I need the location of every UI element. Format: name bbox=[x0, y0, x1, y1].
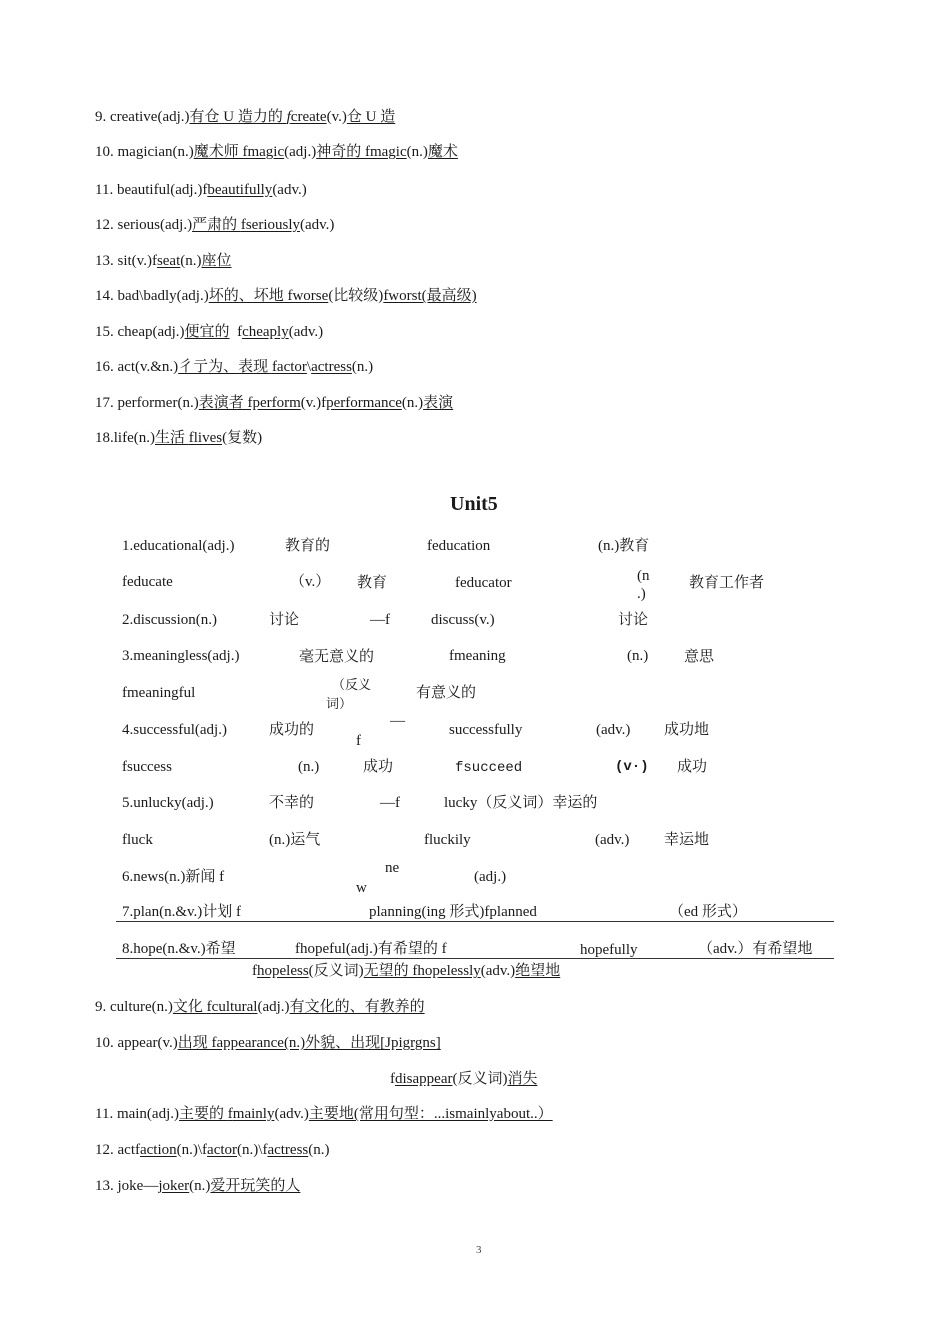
unit-cell: (v·) bbox=[615, 759, 649, 775]
list-item: 17. performer(n.)表演者 fperform(v.)fperformance(n.)表演 bbox=[95, 395, 454, 411]
unit-cell: planning(ing 形式)fplanned bbox=[369, 904, 537, 920]
unit-cell: 成功地 bbox=[664, 722, 710, 738]
unit-cell: 幸运地 bbox=[664, 832, 710, 848]
unit-cell: （adv.）有希望地 bbox=[698, 941, 813, 957]
unit-cell: —f bbox=[370, 612, 390, 628]
unit-cell: 1.educational(adj.) bbox=[122, 538, 235, 554]
unit-cell: 4.successful(adj.) bbox=[122, 722, 227, 738]
unit-cell: 教育的 bbox=[285, 538, 331, 554]
unit-cell: feducate bbox=[122, 574, 173, 590]
unit-cell: 5.unlucky(adj.) bbox=[122, 795, 214, 811]
unit-cell: 6.news(n.)新闻 f bbox=[122, 869, 225, 885]
page-number: 3 bbox=[476, 1244, 482, 1256]
unit-cell: 毫无意义的 bbox=[299, 649, 375, 665]
unit-cell: .) bbox=[637, 586, 646, 602]
list-item: 9. creative(adj.)有仓 U 造力的 fcreate(v.)仓 U 造 bbox=[95, 109, 396, 125]
unit-cell: 讨论 bbox=[618, 612, 649, 628]
unit-cell: — bbox=[390, 713, 405, 729]
unit-cell: fmeaningful bbox=[122, 685, 196, 701]
list-item: 11. main(adj.)主要的 fmainly(adv.)主要地(常用句型：...ismainlyabout..） bbox=[95, 1106, 553, 1122]
list-item: 10. magician(n.)魔术师 fmagic(adj.)神奇的 fmagic(n.)魔术 bbox=[95, 144, 458, 160]
unit-cell: 2.discussion(n.) bbox=[122, 612, 217, 628]
unit-cell: fsucceed bbox=[455, 760, 523, 776]
list-item: 11. beautiful(adj.)fbeautifully(adv.) bbox=[95, 182, 307, 198]
unit-cell: (n.) bbox=[627, 648, 649, 664]
unit-cell: feducation bbox=[427, 538, 491, 554]
unit-cell: (n bbox=[637, 568, 650, 584]
unit-cell: 成功的 bbox=[269, 722, 315, 738]
unit-cell: (n.)教育 bbox=[598, 538, 650, 554]
unit-cell: 不幸的 bbox=[269, 795, 315, 811]
unit-cell: fhopeful(adj.)有希望的 f bbox=[295, 941, 447, 957]
unit-cell: 8.hope(n.&v.)希望 bbox=[122, 941, 236, 957]
list-item: 18.life(n.)生活 flives(复数) bbox=[95, 430, 263, 446]
unit-cell: (adv.) bbox=[596, 722, 631, 738]
unit-cell: (adv.) bbox=[595, 832, 630, 848]
unit-cell: 教育 bbox=[357, 575, 388, 591]
unit-cell: （ed 形式） bbox=[669, 904, 747, 920]
unit-cell: —f bbox=[380, 795, 400, 811]
unit-cell: （v.） bbox=[290, 574, 331, 590]
unit-cell: discuss(v.) bbox=[431, 612, 495, 628]
unit-title: Unit5 bbox=[450, 493, 498, 515]
list-item: fhopeless(反义词)无望的 fhopelessly(adv.)绝望地 bbox=[252, 963, 561, 979]
unit-cell: (n.)运气 bbox=[269, 832, 321, 848]
list-item: 12. actfaction(n.)\factor(n.)\factress(n.) bbox=[95, 1142, 330, 1158]
unit-cell: successfully bbox=[449, 722, 523, 738]
unit-cell: fsuccess bbox=[122, 759, 172, 775]
unit-cell: 3.meaningless(adj.) bbox=[122, 648, 240, 664]
unit-cell: 成功 bbox=[677, 759, 708, 775]
list-item: 16. act(v.&n.)彳亍为、表现 factor\actress(n.) bbox=[95, 359, 374, 375]
unit-cell: 意思 bbox=[684, 649, 715, 665]
unit-cell: w bbox=[356, 880, 367, 896]
unit-cell: （反义 bbox=[332, 677, 372, 692]
unit-cell: fmeaning bbox=[449, 648, 506, 664]
table-rule bbox=[116, 958, 834, 959]
unit-cell: f bbox=[356, 733, 361, 749]
unit-cell: 7.plan(n.&v.)计划 f bbox=[122, 904, 242, 920]
unit-cell: 成功 bbox=[363, 759, 394, 775]
list-item: 14. bad\badly(adj.)坏的、坏地 fworse(比较级)fworst(最高级) bbox=[95, 288, 477, 304]
unit-cell: (n.) bbox=[298, 759, 320, 775]
table-rule bbox=[116, 921, 834, 922]
unit-cell: (adj.) bbox=[474, 869, 507, 885]
list-item: 10. appear(v.)出现 fappearance(n.)外貌、出现[Jpigrgns] bbox=[95, 1035, 441, 1051]
unit-cell: 教育工作者 bbox=[689, 575, 765, 591]
unit-cell: lucky（反义词）幸运的 bbox=[444, 795, 598, 811]
list-item: 9. culture(n.)文化 fcultural(adj.)有文化的、有教养的 bbox=[95, 999, 425, 1015]
unit-cell: hopefully bbox=[580, 942, 638, 958]
unit-cell: ne bbox=[385, 860, 400, 876]
unit-cell: fluck bbox=[122, 832, 153, 848]
unit-cell: 词） bbox=[326, 696, 353, 711]
list-item: 12. serious(adj.)严肃的 fseriously(adv.) bbox=[95, 217, 335, 233]
list-item: 15. cheap(adj.)便宜的 fcheaply(adv.) bbox=[95, 324, 324, 340]
list-item: 13. sit(v.)fseat(n.)座位 bbox=[95, 253, 232, 269]
unit-cell: feducator bbox=[455, 575, 512, 591]
list-item: 13. joke—joker(n.)爱开玩笑的人 bbox=[95, 1178, 301, 1194]
list-item: fdisappear(反义词)消失 bbox=[390, 1071, 538, 1087]
unit-cell: 有意义的 bbox=[416, 685, 477, 701]
unit-cell: 讨论 bbox=[269, 612, 300, 628]
unit-cell: fluckily bbox=[424, 832, 471, 848]
